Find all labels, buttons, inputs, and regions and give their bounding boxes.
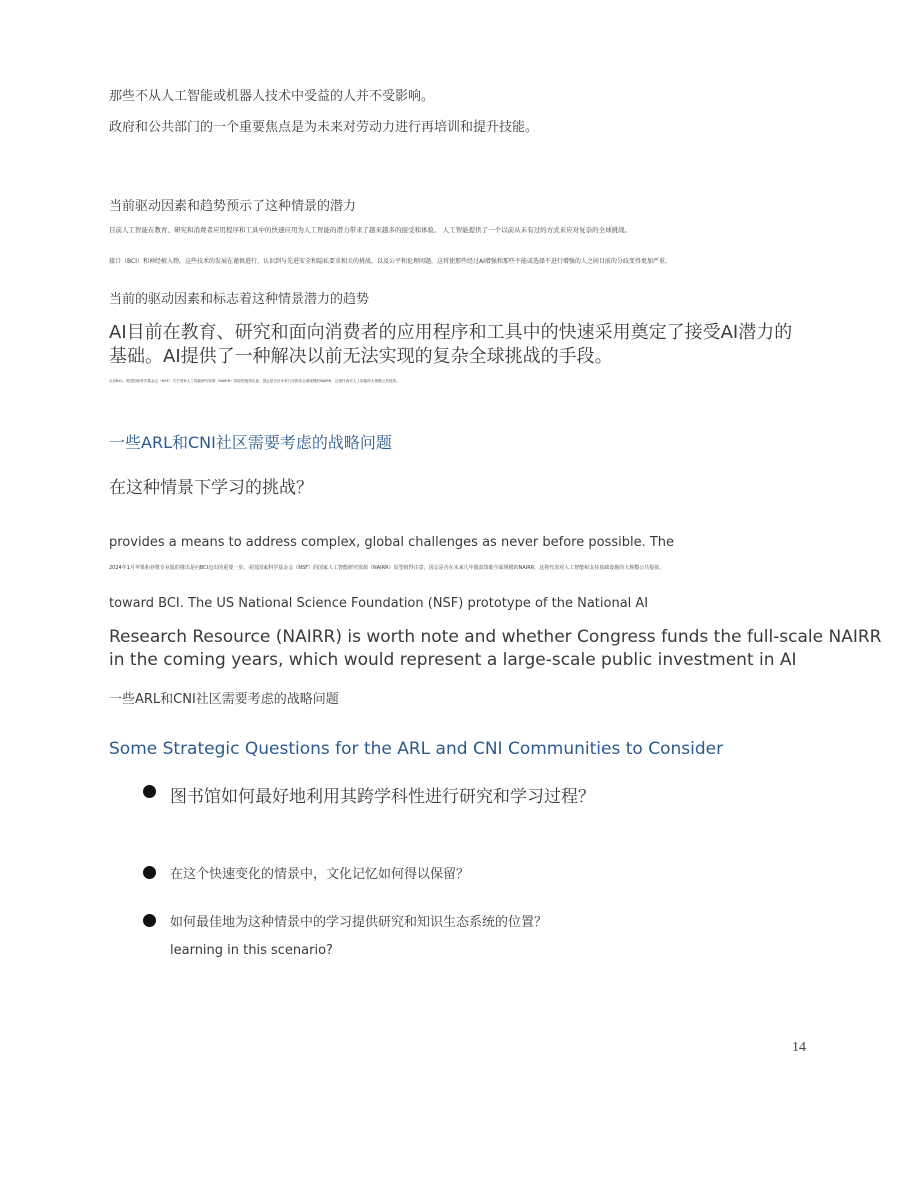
small-text: 目前人工智能在教育、研究和消费者应用程序和工具中的快速应用为人工智能的潜力带来了越来越多的接受和体验。 人工智能提供了一个以前从未有过的方式来应对复杂的全球挑战。 (109, 226, 632, 234)
question-zh: 在这种情景下学习的挑战？ (109, 478, 313, 498)
bullet-dot (143, 866, 156, 879)
body-line: 政府和公共部门的一个重要焦点是为未来对劳动力进行再培训和提升技能。 (109, 120, 539, 135)
body-line-en: toward BCI. The US National Science Foundation (NSF) prototype of the National AI (109, 596, 649, 611)
section-heading: 当前的驱动因素和标志着这种情景潜力的趋势 (109, 292, 370, 307)
body-line-en: provides a means to address complex, global challenges as never before possible. The (109, 535, 675, 550)
large-text-en: Research Resource (NAIRR) is worth note and whether Congress funds the full-scale NAIRR (109, 627, 882, 647)
small-text: 接口（BCI）和神经植入物。这些技术的发展在谨慎进行，认识到与先进安全和隐私要求相关的挑战，以及公平和伦理问题，这将使那些经过AI增强和那些不能或选择不进行增强的人之间目前的分歧变得更加严重。 (109, 258, 671, 265)
large-text: AI目前在教育、研究和面向消费者的应用程序和工具中的快速采用奠定了接受AI潜力的 (109, 322, 793, 343)
tiny-text: 2024年1月苹果和谷歌专业版的推出是向BCI迈出的重要一步。美国国家科学基金会（NSF）的国家人工智能研究资源（NAIRR）原型值得注意，国会是否在未来几年拨款资助全面规模的NAIRR，这将代表对人工智能和支持基础设施的大规模公共投资。 (109, 565, 665, 571)
bullet-item: 如何最佳地为这种情景中的学习提供研究和知识生态系统的位置？ (170, 915, 548, 930)
bullet-dot (143, 914, 156, 927)
body-line: 一些ARL和CNI社区需要考虑的战略问题 (109, 692, 339, 707)
bullet-dot (143, 785, 156, 798)
large-text: 基础。AI提供了一种解决以前无法实现的复杂全球挑战的手段。 (109, 346, 613, 367)
blue-heading-en: Some Strategic Questions for the ARL and CNI Communities to Consider (109, 739, 724, 759)
section-heading: 当前驱动因素和趋势预示了这种情景的潜力 (109, 199, 357, 214)
page-number: 14 (792, 1040, 806, 1055)
large-text-en: in the coming years, which would represent a large-scale public investment in AI (109, 650, 797, 670)
blue-heading-zh: 一些ARL和CNI社区需要考虑的战略问题 (109, 433, 392, 452)
bullet-item-continuation: learning in this scenario? (170, 943, 333, 958)
bullet-item: 在这个快速变化的情景中，文化记忆如何得以保留？ (170, 867, 470, 882)
bullet-item: 图书馆如何最好地利用其跨学科性进行研究和学习过程？ (170, 787, 595, 807)
tiny-text: 走向BCI。美国国家科学基金会（NSF）关于国家人工智能研究资源（NAIRR）的原型值得注意，国会是否在未来几年拨款全面规模的NAIRR，这将代表对人工智能的大规模公共投资。 (109, 379, 400, 383)
body-line: 那些不从人工智能或机器人技术中受益的人并不受影响。 (109, 89, 435, 104)
